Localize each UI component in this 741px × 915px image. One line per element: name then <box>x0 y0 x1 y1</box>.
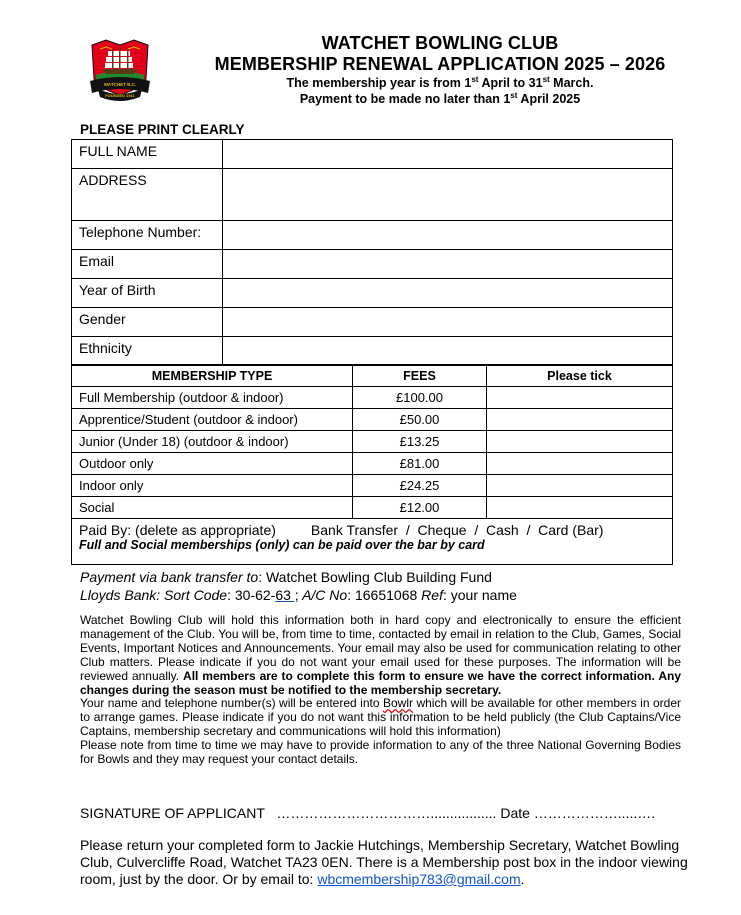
bowlr-app-name: Bowlr <box>382 696 413 711</box>
signature-label: SIGNATURE OF APPLICANT <box>80 805 277 821</box>
field-label: ADDRESS <box>72 169 223 221</box>
membership-type: Junior (Under 18) (outdoor & indoor) <box>72 431 353 453</box>
field-label: Ethnicity <box>72 337 223 366</box>
full-name-field[interactable] <box>223 140 673 169</box>
membership-fee: £81.00 <box>353 453 487 475</box>
membership-type: Social <box>72 497 353 519</box>
signature-line <box>80 805 655 821</box>
membership-fees-table <box>71 364 673 565</box>
payment-deadline-note: Payment to be made no later than 1st April 2025 <box>299 91 581 106</box>
year-of-birth-field[interactable] <box>223 279 673 308</box>
crest-text-top: WATCHET B.C. <box>103 82 137 87</box>
field-label: Gender <box>72 308 223 337</box>
table-row <box>72 387 673 409</box>
email-field[interactable] <box>223 250 673 279</box>
field-label: FULL NAME <box>72 140 223 169</box>
field-row-email <box>72 250 673 279</box>
field-row-address <box>72 169 673 221</box>
field-row-year-of-birth <box>72 279 673 308</box>
privacy-paragraph-2: Your name and telephone number(s) will be entered into Bowlr which will be available for other members in order to arrange games. Please indicate if you do not want this information to be held publicly (the Club Captains/Vice Captains, membership secretary and communications will hold this information) <box>80 696 681 739</box>
table-row <box>72 475 673 497</box>
membership-type: Apprentice/Student (outdoor & indoor) <box>72 409 353 431</box>
signature-field[interactable]: ……………………………................. <box>276 805 497 821</box>
tick-box[interactable] <box>487 497 673 519</box>
membership-fee: £13.25 <box>353 431 487 453</box>
tick-box[interactable] <box>487 409 673 431</box>
document-header <box>190 33 690 107</box>
paid-by-cell[interactable] <box>72 519 673 565</box>
membership-year-note: The membership year is from 1st April to 31st March. <box>286 75 594 90</box>
column-header-membership-type: MEMBERSHIP TYPE <box>72 365 353 387</box>
membership-type: Full Membership (outdoor & indoor) <box>72 387 353 409</box>
telephone-field[interactable] <box>223 221 673 250</box>
club-crest-icon <box>86 37 154 105</box>
privacy-notice <box>80 614 681 767</box>
field-row-full-name <box>72 140 673 169</box>
field-row-telephone <box>72 221 673 250</box>
address-field[interactable] <box>223 169 673 221</box>
membership-type: Indoor only <box>72 475 353 497</box>
table-row <box>72 409 673 431</box>
paid-by-line <box>79 522 665 538</box>
privacy-paragraph-1: Watchet Bowling Club will hold this information both in hard copy and electronically to ensure the efficient management of the Club. You will be, from time to time, contacted by email in relation to the Club, Games, Social Events, Important Notices and Announcements. Your email may also be used for communication relating to other Club matters. Please indicate if you do not want your email used for these purposes. The information will be reviewed annually. All members are to complete this form to ensure we have the correct information. Any changes during the season must be notified to the membership secretary. <box>80 613 681 697</box>
membership-fee: £100.00 <box>353 387 487 409</box>
payment-method-options[interactable]: Bank Transfer / Cheque / Cash / Card (Bar) <box>310 522 604 538</box>
privacy-important-note: All members are to complete this form to ensure we have the correct information. Any changes during the season must be notified to the membership secretary. <box>80 668 681 697</box>
bank-transfer-details <box>80 568 517 604</box>
column-header-fees: FEES <box>353 365 487 387</box>
paid-by-row <box>72 519 673 565</box>
membership-email-link[interactable]: wbcmembership783@gmail.com <box>317 871 521 887</box>
field-row-ethnicity <box>72 337 673 366</box>
tick-box[interactable] <box>487 387 673 409</box>
membership-type: Outdoor only <box>72 453 353 475</box>
table-row <box>72 453 673 475</box>
bank-payee-line: Payment via bank transfer to: Watchet Bowling Club Building Fund <box>80 569 492 585</box>
bank-account-line: Lloyds Bank: Sort Code: 30-62-63 ; A/C No: 16651068 Ref: your name <box>80 587 517 603</box>
field-row-gender <box>72 308 673 337</box>
crest-text-bottom: FOUNDED 1911 <box>105 93 135 98</box>
field-label: Telephone Number: <box>72 221 223 250</box>
membership-fee: £12.00 <box>353 497 487 519</box>
privacy-paragraph-3: Please note from time to time we may have to provide information to any of the three National Governing Bodies for Bowls and they may request your contact details. <box>80 738 681 767</box>
field-label: Year of Birth <box>72 279 223 308</box>
tick-box[interactable] <box>487 453 673 475</box>
table-row <box>72 431 673 453</box>
membership-fee: £24.25 <box>353 475 487 497</box>
tick-box[interactable] <box>487 431 673 453</box>
ethnicity-field[interactable] <box>223 337 673 366</box>
print-clearly-instruction: PLEASE PRINT CLEARLY <box>80 122 245 137</box>
club-crest-logo <box>86 37 154 105</box>
personal-details-table <box>71 139 673 366</box>
club-title: WATCHET BOWLING CLUB <box>321 33 559 53</box>
field-label: Email <box>72 250 223 279</box>
return-instructions: Please return your completed form to Jackie Hutchings, Membership Secretary, Watchet Bowling Club, Culvercliffe Road, Watchet TA23 0EN. There is a Membership post box in the indoor viewing room, just by the door. Or by email to: wbcmembership783@gmail.com. <box>80 837 688 887</box>
card-payment-note: Full and Social memberships (only) can be paid over the bar by card <box>79 538 485 552</box>
gender-field[interactable] <box>223 308 673 337</box>
form-title: MEMBERSHIP RENEWAL APPLICATION 2025 – 2026 <box>214 54 666 74</box>
fees-header-row <box>72 365 673 387</box>
tick-box[interactable] <box>487 475 673 497</box>
paid-by-label: Paid By: (delete as appropriate) <box>79 522 276 538</box>
column-header-please-tick: Please tick <box>487 365 673 387</box>
date-label: Date <box>496 805 534 821</box>
table-row <box>72 497 673 519</box>
date-field[interactable]: ……………….....…. <box>533 805 656 821</box>
membership-fee: £50.00 <box>353 409 487 431</box>
